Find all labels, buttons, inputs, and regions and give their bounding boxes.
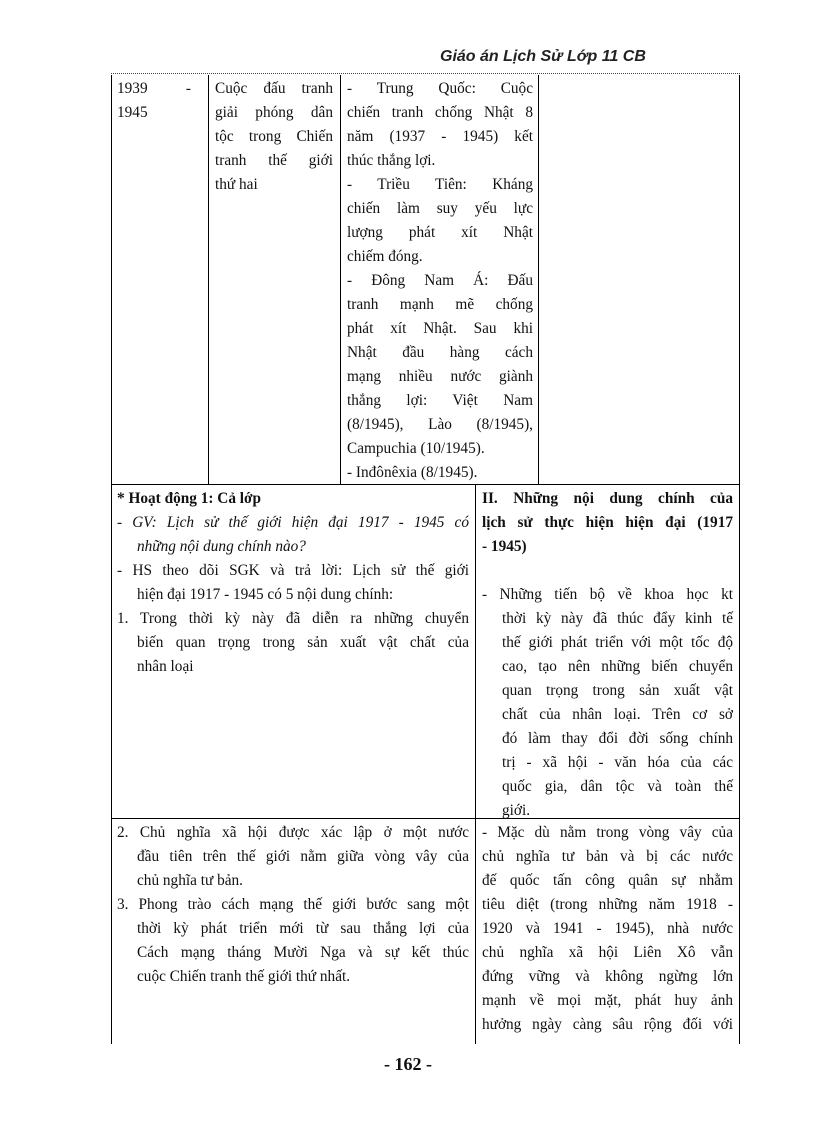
knowledge-content-cell bbox=[482, 821, 733, 1037]
text-line: - Những tiến bộ về khoa học kt bbox=[482, 586, 733, 603]
text-line: giới. bbox=[502, 802, 531, 819]
text-line: - Trung Quốc: Cuộc bbox=[347, 80, 533, 97]
column-divider bbox=[208, 75, 209, 484]
table-row-period-1939-1945 bbox=[111, 75, 740, 485]
table-row-points-2-3 bbox=[111, 819, 740, 1044]
text-line: - Inđônêxia (8/1945). bbox=[347, 464, 478, 481]
column-divider bbox=[538, 75, 539, 484]
text-line: thời kỳ phát triển mới từ sau thắng lợi của bbox=[137, 920, 469, 937]
text-line: hưởng ngày càng sâu rộng đối với bbox=[482, 1016, 733, 1033]
text-line: chủ nghĩa tư bản. bbox=[137, 872, 243, 889]
text-line: thứ hai bbox=[215, 176, 258, 193]
text-line: thắng lợi: Việt Nam bbox=[347, 392, 533, 409]
text-line: cao, tạo nên những biến chuyển bbox=[502, 658, 733, 675]
text-line: chiến tranh chống Nhật 8 bbox=[347, 104, 533, 121]
detail-cell bbox=[347, 77, 533, 485]
text-line: chiến làm suy yếu lực bbox=[347, 200, 533, 217]
text-line: trị - xã hội - văn hóa của các bbox=[502, 754, 733, 771]
text-line: thúc thắng lợi. bbox=[347, 152, 436, 169]
period-end: 1945 bbox=[117, 104, 148, 121]
text-line: Cuộc đấu tranh bbox=[215, 80, 333, 97]
text-line: biến quan trọng trong sản xuất vật chất của bbox=[137, 634, 469, 651]
page-header-title: Giáo án Lịch Sử Lớp 11 CB bbox=[440, 48, 646, 65]
column-divider bbox=[475, 485, 476, 818]
text-line: chất của nhân loại. Trên cơ sở bbox=[502, 706, 733, 723]
text-line: tranh mạnh mẽ chống bbox=[347, 296, 533, 313]
spacer-line bbox=[482, 559, 733, 583]
text-line: đế quốc tấn công quân sự nhằm bbox=[482, 872, 733, 889]
table-row-activity-1 bbox=[111, 485, 740, 819]
text-line: cuộc Chiến tranh thế giới thứ nhất. bbox=[137, 968, 351, 985]
section-heading: II. Những nội dung chính của bbox=[482, 490, 733, 507]
text-line: tiêu diệt (trong những năm 1918 - bbox=[482, 896, 733, 913]
text-line: Campuchia (10/1945). bbox=[347, 440, 485, 457]
header-divider bbox=[111, 73, 740, 74]
text-line: - HS theo dõi SGK và trả lời: Lịch sử thế giới bbox=[117, 562, 469, 579]
topic-cell bbox=[215, 77, 333, 197]
text-line: Cách mạng tháng Mười Nga và sự kết thúc bbox=[137, 944, 469, 961]
activity-heading: * Hoạt động 1: Cả lớp bbox=[117, 490, 262, 507]
period-start: 1939 - bbox=[117, 80, 191, 97]
text-line: đó làm thay đổi đời sống chính bbox=[502, 730, 733, 747]
text-line: tộc trong Chiến bbox=[215, 128, 333, 145]
text-line: - Triều Tiên: Kháng bbox=[347, 176, 533, 193]
numbered-point: 3. Phong trào cách mạng thế giới bước sang một bbox=[117, 896, 469, 913]
text-line: nhân loại bbox=[137, 658, 194, 675]
text-line: mạnh về mọi mặt, phát huy ảnh bbox=[482, 992, 733, 1009]
section-heading: lịch sử thực hiện hiện đại (1917 bbox=[482, 514, 733, 531]
text-line: chủ nghĩa xã hội Liên Xô vẫn bbox=[482, 944, 733, 961]
text-line: (8/1945), Lào (8/1945), bbox=[347, 416, 533, 433]
text-line: - Mặc dù nằm trong vòng vây của bbox=[482, 824, 733, 841]
text-line: lượng phát xít Nhật bbox=[347, 224, 533, 241]
text-line: hiện đại 1917 - 1945 có 5 nội dung chính: bbox=[137, 586, 394, 603]
text-line: năm (1937 - 1945) kết bbox=[347, 128, 533, 145]
text-line: đầu tiên trên thế giới nằm giữa vòng vây của bbox=[137, 848, 469, 865]
text-line: phát xít Nhật. Sau khi bbox=[347, 320, 533, 337]
period-cell bbox=[117, 77, 203, 125]
teacher-question: - GV: Lịch sử thế giới hiện đại 1917 - 1945 có bbox=[117, 514, 469, 531]
text-line: tranh thế giới bbox=[215, 152, 333, 169]
knowledge-content-cell bbox=[482, 487, 733, 823]
section-heading: - 1945) bbox=[482, 538, 527, 555]
text-line: đứng vững và không ngừng lớn bbox=[482, 968, 733, 985]
text-line: quan trọng trong sản xuất vật bbox=[502, 682, 733, 699]
teaching-activity-cell bbox=[117, 487, 469, 679]
text-line: thời kỳ này đã thúc đẩy kinh tế bbox=[502, 610, 733, 627]
teacher-question: những nội dung chính nào? bbox=[137, 538, 306, 555]
numbered-point: 1. Trong thời kỳ này đã diễn ra những chuyển bbox=[117, 610, 469, 627]
text-line: chủ nghĩa tư bản và bị các nước bbox=[482, 848, 733, 865]
text-line: chiếm đóng. bbox=[347, 248, 423, 265]
text-line: thế giới phát triển với một tốc độ bbox=[502, 634, 733, 651]
text-line: 1920 và 1941 - 1945), nhà nước bbox=[482, 920, 733, 937]
page-number: - 162 - bbox=[384, 1054, 432, 1074]
column-divider bbox=[475, 819, 476, 1044]
column-divider bbox=[340, 75, 341, 484]
numbered-point: 2. Chủ nghĩa xã hội được xác lập ở một nước bbox=[117, 824, 469, 841]
text-line: giải phóng dân bbox=[215, 104, 333, 121]
text-line: quốc gia, dân tộc và toàn thế bbox=[502, 778, 733, 795]
text-line: Nhật đầu hàng cách bbox=[347, 344, 533, 361]
lesson-table bbox=[111, 75, 740, 1044]
text-line: mạng nhiều nước giành bbox=[347, 368, 533, 385]
teaching-activity-cell bbox=[117, 821, 469, 989]
text-line: - Đông Nam Á: Đấu bbox=[347, 272, 533, 289]
